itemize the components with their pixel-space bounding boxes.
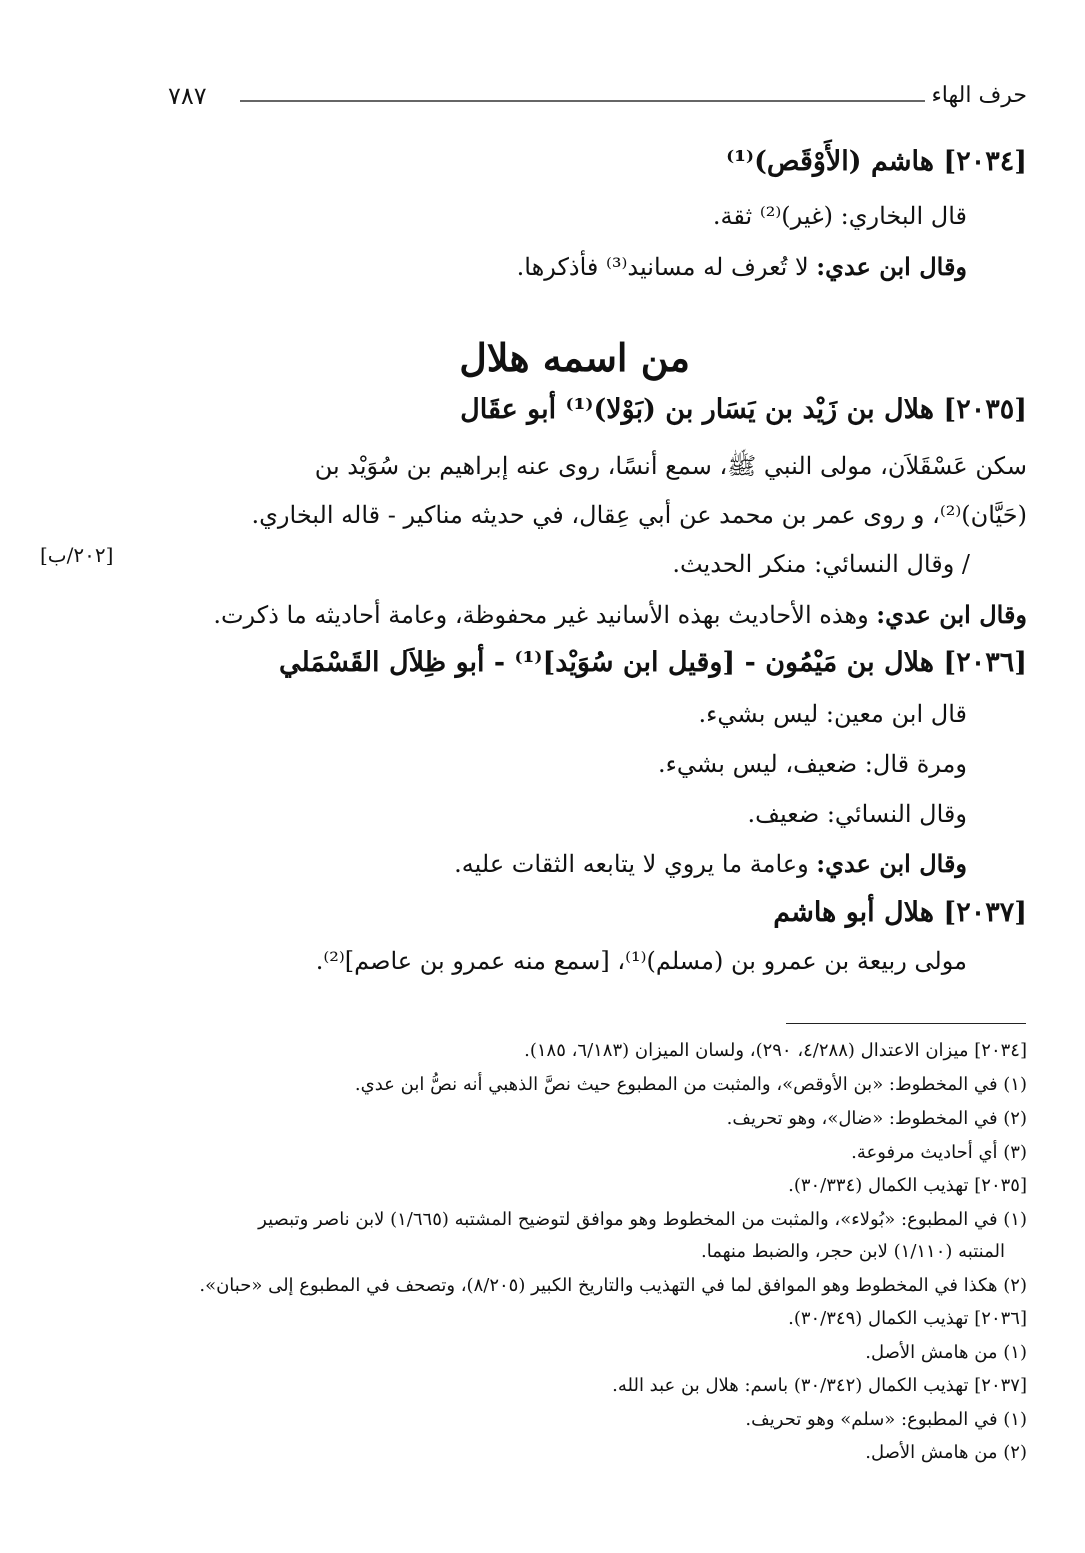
footnote: (١) من هامش الأصل.	[865, 1342, 1027, 1363]
footnote: (١) في المطبوع: «بُولاء»، والمثبت من المخطوط وهو موافق لتوضيح المشتبه (١/٦٦٥) لابن ناصر وتبصير	[258, 1209, 1027, 1230]
entry-2035-line-1: سكن عَسْقَلاَن، مولى النبي ﷺ، سمع أنسًا، روى عنه إبراهيم بن سُوَيْد بن	[314, 452, 1027, 480]
page-number: ٧٨٧	[168, 82, 207, 110]
entry-2036-line-1: قال ابن معين: ليس بشيء.	[698, 700, 967, 728]
entry-2036-line-3: وقال النسائي: ضعيف.	[747, 800, 967, 828]
footnote: [٢٠٣٥] تهذيب الكمال (٣٠/٣٣٤).	[788, 1175, 1027, 1196]
entry-2036-line-2: ومرة قال: ضعيف، ليس بشيء.	[657, 750, 967, 778]
entry-2037-title: [٢٠٣٧] هلال أبو هاشم	[773, 897, 1027, 928]
footnote: (٣) أي أحاديث مرفوعة.	[851, 1142, 1027, 1163]
running-header: حرف الهاء	[931, 83, 1027, 108]
footnote: (١) في المطبوع: «سلم» وهو تحريف.	[745, 1409, 1027, 1430]
footnote-rule	[786, 1023, 1026, 1024]
entry-2035-line-4	[213, 600, 1027, 629]
entry-2035-line-2: (حَيَّان)⁽²⁾، و روى عمر بن محمد عن أبي عِقال، في حديثه مناكير - قاله البخاري.	[251, 501, 1027, 529]
footnote-continuation: المنتبه (١/١١٠) لابن حجر، والضبط منهما.	[700, 1241, 1005, 1262]
entry-2036-title: [٢٠٣٦] هلال بن مَيْمُون - [وقيل ابن سُوَيْد]⁽¹⁾ - أبو ظِلاَل القَسْمَلي	[279, 647, 1027, 678]
entry-2035-title: [٢٠٣٥] هلال بن زَيْد بن يَسَار بن (بَوْلا)⁽¹⁾ أبو عقَال	[460, 394, 1027, 425]
footnote: [٢٠٣٤] ميزان الاعتدال (٤/٢٨٨، ٢٩٠)، ولسان الميزان (٦/١٨٣، ١٨٥).	[524, 1040, 1027, 1061]
footnote: [٢٠٣٦] تهذيب الكمال (٣٠/٣٤٩).	[788, 1308, 1027, 1329]
entry-2035-line-3: / وقال النسائي: منكر الحديث.	[672, 550, 970, 578]
footnote: (١) في المخطوط: «بن الأوقص»، والمثبت من المطبوع حيث نصَّ الذهبي أنه نصُّ ابن عدي.	[354, 1074, 1027, 1095]
entry-2036-line-4	[454, 849, 967, 878]
entry-2037-line-1: مولى ربيعة بن عمرو بن (مسلم)⁽¹⁾، [سمع منه عمرو بن عاصم]⁽²⁾.	[315, 947, 967, 975]
line-text: لا تُعرف له مسانيد⁽³⁾ فأذكرها.	[516, 253, 817, 281]
header-rule	[240, 100, 925, 102]
speaker-label: وقال ابن عدي:	[876, 600, 1027, 629]
footnote: [٢٠٣٧] تهذيب الكمال (٣٠/٣٤٢) باسم: هلال بن عبد الله.	[612, 1375, 1027, 1396]
line-text: وعامة ما يروي لا يتابعه الثقات عليه.	[454, 850, 817, 878]
section-heading: من اسمه هلال	[459, 335, 690, 380]
speaker-label: وقال ابن عدي:	[816, 849, 967, 878]
entry-2034-line-2	[517, 252, 967, 281]
footnote: (٢) في المخطوط: «ضال»، وهو تحريف.	[726, 1108, 1027, 1129]
footnote: (٢) من هامش الأصل.	[865, 1442, 1027, 1463]
line-text: وهذه الأحاديث بهذه الأسانيد غير محفوظة، وعامة أحاديثه ما ذكرت.	[213, 601, 877, 629]
footnote: (٢) هكذا في المخطوط وهو الموافق لما في التهذيب والتاريخ الكبير (٨/٢٠٥)، وتصحف في المطبوع إلى «حبان».	[199, 1275, 1027, 1296]
entry-2034-line-1: قال البخاري: (غير)⁽²⁾ ثقة.	[712, 202, 967, 230]
speaker-label: وقال ابن عدي:	[816, 252, 967, 281]
margin-reference: [٢٠٢/ب]	[40, 543, 114, 567]
entry-2034-title: [٢٠٣٤] هاشم (الأَوْقَص)⁽¹⁾	[726, 146, 1027, 177]
